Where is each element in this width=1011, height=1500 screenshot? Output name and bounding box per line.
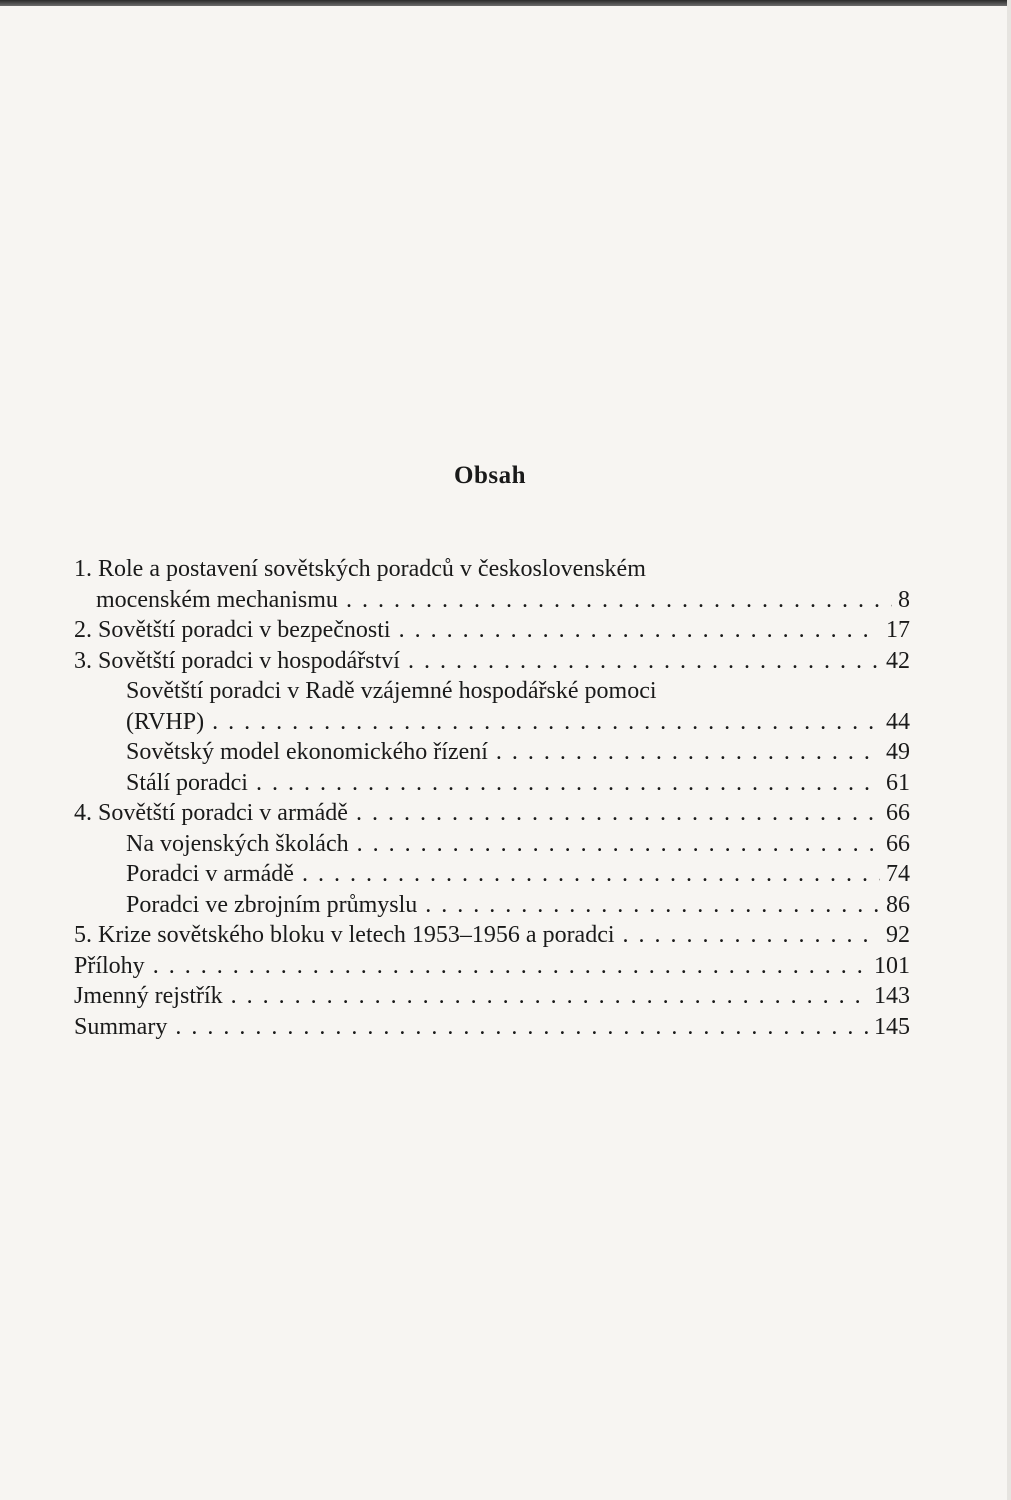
toc-entry-page: 42	[886, 647, 910, 674]
table-of-contents	[74, 554, 910, 1042]
toc-entry-label: Poradci v armádě	[126, 861, 294, 887]
toc-leader-dots	[153, 951, 868, 982]
toc-entry	[74, 768, 910, 799]
toc-entry-page: 8	[898, 586, 910, 613]
toc-entry-page: 86	[886, 891, 910, 918]
toc-entry-label: 2. Sovětští poradci v bezpečnosti	[74, 617, 391, 643]
toc-entry	[74, 615, 910, 646]
toc-entry-label: Poradci ve zbrojním průmyslu	[126, 891, 418, 918]
toc-entry-label: 1. Role a postavení sovětských poradců v československém	[74, 556, 646, 582]
toc-entry-label: Summary	[74, 1013, 168, 1040]
page-right-edge	[1007, 0, 1011, 1500]
toc-entry	[74, 859, 910, 890]
toc-entry	[74, 890, 910, 921]
page-title: Obsah	[454, 462, 526, 489]
toc-entry-page: 17	[886, 617, 910, 643]
toc-entry-page: 143	[874, 983, 910, 1009]
toc-entry-page: 49	[886, 739, 910, 765]
toc-entry-page: 61	[886, 769, 910, 796]
toc-entry	[74, 951, 910, 982]
toc-leader-dots	[408, 646, 880, 677]
toc-entry-page: 44	[886, 708, 910, 735]
toc-leader-dots	[496, 737, 880, 768]
toc-entry-label: Přílohy	[74, 952, 145, 979]
toc-entry	[74, 585, 910, 616]
toc-entry-page: 101	[874, 952, 910, 979]
toc-entry-page: 92	[886, 922, 910, 948]
toc-entry-label: Na vojenských školách	[126, 830, 349, 857]
toc-leader-dots	[425, 890, 880, 921]
toc-entry	[74, 737, 910, 768]
toc-leader-dots	[231, 981, 868, 1012]
toc-entry	[74, 554, 910, 585]
toc-entry-label: Jmenný rejstřík	[74, 983, 223, 1009]
toc-leader-dots	[175, 1012, 868, 1043]
toc-leader-dots	[357, 829, 880, 860]
toc-entry-label: 4. Sovětští poradci v armádě	[74, 800, 348, 826]
toc-entry	[74, 1012, 910, 1043]
toc-leader-dots	[302, 859, 880, 890]
toc-entry	[74, 676, 910, 707]
toc-entry-label: Sovětský model ekonomického řízení	[126, 739, 488, 765]
toc-entry	[74, 646, 910, 677]
toc-entry	[74, 798, 910, 829]
toc-entry-page: 66	[886, 800, 910, 826]
toc-leader-dots	[356, 798, 880, 829]
toc-leader-dots	[399, 615, 880, 646]
toc-entry	[74, 920, 910, 951]
toc-entry-page: 66	[886, 830, 910, 857]
toc-leader-dots	[346, 585, 892, 616]
toc-entry	[74, 707, 910, 738]
toc-entry-label: mocenském mechanismu	[96, 586, 338, 613]
toc-entry-page: 145	[874, 1013, 910, 1040]
toc-entry-page: 74	[886, 861, 910, 887]
toc-entry-label: Stálí poradci	[126, 769, 248, 796]
toc-leader-dots	[623, 920, 880, 951]
toc-entry-label: (RVHP)	[126, 708, 205, 735]
toc-entry	[74, 829, 910, 860]
toc-entry	[74, 981, 910, 1012]
page-top-edge	[0, 0, 1011, 6]
toc-entry-label: Sovětští poradci v Radě vzájemné hospodářské pomoci	[126, 678, 657, 704]
toc-entry-label: 3. Sovětští poradci v hospodářství	[74, 647, 400, 674]
toc-entry-label: 5. Krize sovětského bloku v letech 1953–1956 a poradci	[74, 922, 615, 948]
toc-leader-dots	[212, 707, 880, 738]
toc-leader-dots	[256, 768, 880, 799]
